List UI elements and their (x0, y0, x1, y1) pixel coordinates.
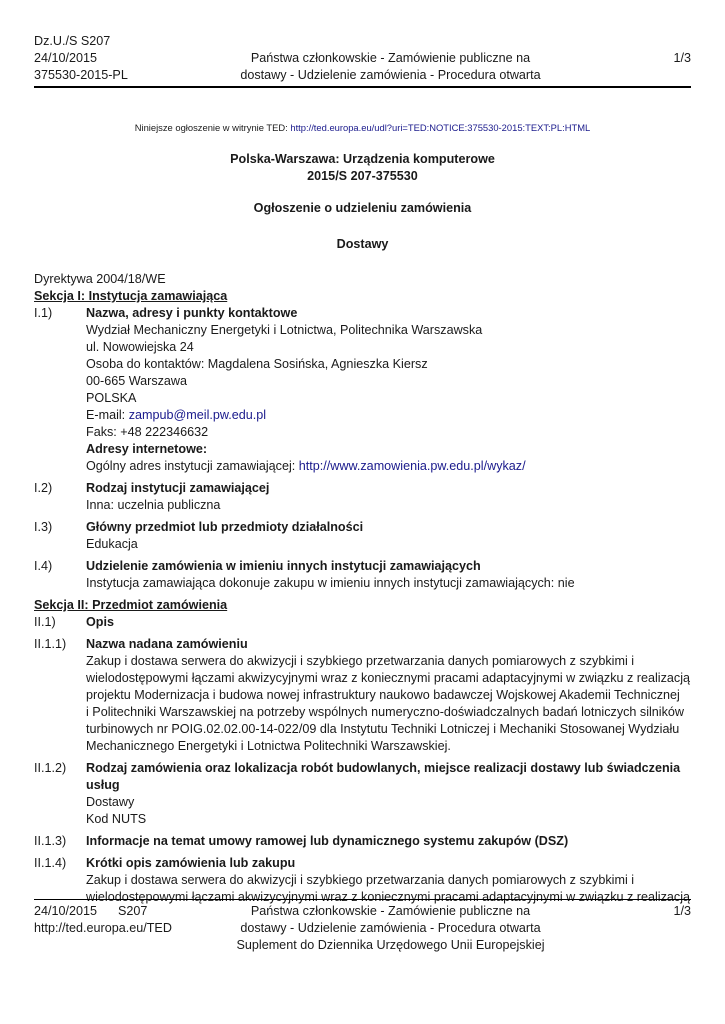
section-ii11: II.1.1) Nazwa nadana zamówieniu Zakup i dostawa serwera do akwizycji i szybkiego przetwarzania danych pomiarowych z szybkimi i wielodostępowymi łączami akwizycyjnymi wraz z koniecznymi pracami adaptacyjnymi w związku z realizacją projektu Modernizacja i budowa nowej infrastruktury naukowo badawczej Wojskowej Akademii Technicznej i Politechniki Warszawskiej na potrzeby wspólnych numeryczno-doświadczalnych badań lotniczych silników turbinowych nr POIG.02.02.00-14-022/09 dla Instytutu Techniki Lotniczej i Mechaniki Stosowanej Wydziału Mechanicznego Energetyki i Lotnictwa Politechniki Warszawskiej. (34, 637, 690, 753)
section-ii14: II.1.4) Krótki opis zamówienia lub zakupu Zakup i dostawa serwera do akwizycji i szybkiego przetwarzania danych pomiarowych z szybkimi i wielodostępowymi łączami akwizycyjnymi wraz z koniecznymi pracami adaptacyjnymi w związku z realizacją (34, 856, 690, 904)
authority-contact: Osoba do kontaktów: Magdalena Sosińska, Agnieszka Kiersz (86, 357, 428, 371)
authority-email: E-mail: zampub@meil.pw.edu.pl (86, 408, 267, 422)
doc-id: Dz.U./S S207 (34, 34, 111, 48)
general-address: Ogólny adres instytucji zamawiającej: http://www.zamowienia.pw.edu.pl/wykaz/ (86, 459, 526, 473)
page-header (34, 33, 691, 87)
footer-title: Państwa członkowskie - Zamówienie publiczne na dostawy - Udzielenie zamówienia - Procedura otwarta Suplement do Dziennika Urzędowego Unii Europejskiej (236, 904, 545, 952)
section-1-heading: Sekcja I: Instytucja zamawiająca (34, 289, 228, 303)
notice-title (0, 151, 725, 185)
section-ii12: II.1.2) Rodzaj zamówienia oraz lokalizacja robót budowlanych, miejsce realizacji dostawy lub świadczenia usług Dostawy Kod NUTS (34, 761, 681, 826)
general-address-link[interactable]: http://www.zamowienia.pw.edu.pl/wykaz/ (298, 459, 526, 473)
header-title: Państwa członkowskie - Zamówienie publiczne na dostawy - Udzielenie zamówienia - Procedura otwarta (240, 51, 541, 82)
footer-date: 24/10/2015 (34, 904, 98, 918)
footer-divider (34, 899, 691, 900)
notice-reference: 2015/S 207-375530 (307, 169, 418, 183)
authority-fax: Faks: +48 222346632 (86, 425, 209, 439)
page-footer (34, 903, 691, 963)
section-i3: I.3) Główny przedmiot lub przedmioty działalności Edukacja (34, 520, 364, 551)
notice-title-line1: Polska-Warszawa: Urządzenia komputerowe (230, 152, 495, 166)
header-date: 24/10/2015 (34, 51, 98, 65)
ted-notice-link[interactable]: http://ted.europa.eu/udl?uri=TED:NOTICE:375530-2015:TEXT:PL:HTML (290, 122, 591, 133)
authority-country: POLSKA (86, 391, 137, 405)
footer-site: http://ted.europa.eu/TED (34, 921, 172, 935)
ted-notice: Niniejsze ogłoszenie w witrynie TED: http://ted.europa.eu/udl?uri=TED:NOTICE:375530-2015:TEXT:PL:HTML (134, 122, 591, 133)
section-i4: I.4) Udzielenie zamówienia w imieniu innych instytucji zamawiających Instytucja zamawiająca dokonuje zakupu w imieniu innych instytucji zamawiających: nie (34, 559, 575, 590)
section-2-heading: Sekcja II: Przedmiot zamówienia (34, 598, 228, 612)
section-i1: I.1) Nazwa, adresy i punkty kontaktowe Wydział Mechaniczny Energetyki i Lotnictwa, Politechnika Warszawska ul. Nowowiejska 24 Osoba do kontaktów: Magdalena Sosińska, Agnieszka Kiersz 00-665 Warszawa POLSKA E-mail: zampub@meil.pw.edu.pl Faks: +48 222346632 Adresy internetowe: Ogólny adres instytucji zamawiającej: http://www.zamowienia.pw.edu.pl/wykaz/ (34, 305, 691, 475)
email-link[interactable]: zampub@meil.pw.edu.pl (128, 408, 267, 422)
footer-page-number: 1/3 (673, 904, 691, 918)
header-divider (34, 86, 691, 88)
directive: Dyrektywa 2004/18/WE (34, 272, 166, 286)
announcement-type: Ogłoszenie o udzieleniu zamówienia (253, 201, 472, 215)
notice-number: 375530-2015-PL (34, 68, 128, 82)
authority-street: ul. Nowowiejska 24 (86, 340, 194, 354)
header-page-number: 1/3 (673, 51, 691, 65)
section-i2: I.2) Rodzaj instytucji zamawiającej Inna: uczelnia publiczna (34, 481, 270, 512)
header-meta (34, 33, 128, 84)
section-ii1: II.1) Opis (34, 615, 114, 629)
authority-city: 00-665 Warszawa (86, 374, 188, 388)
notice-body (34, 271, 691, 906)
footer-series: S207 (118, 904, 148, 918)
section-ii13: II.1.3) Informacje na temat umowy ramowej lub dynamicznego systemu zakupów (DSZ) (34, 834, 569, 848)
authority-name: Wydział Mechaniczny Energetyki i Lotnictwa, Politechnika Warszawska (86, 323, 483, 337)
internet-addresses-title: Adresy internetowe: (86, 442, 208, 456)
contract-type: Dostawy (336, 237, 389, 251)
